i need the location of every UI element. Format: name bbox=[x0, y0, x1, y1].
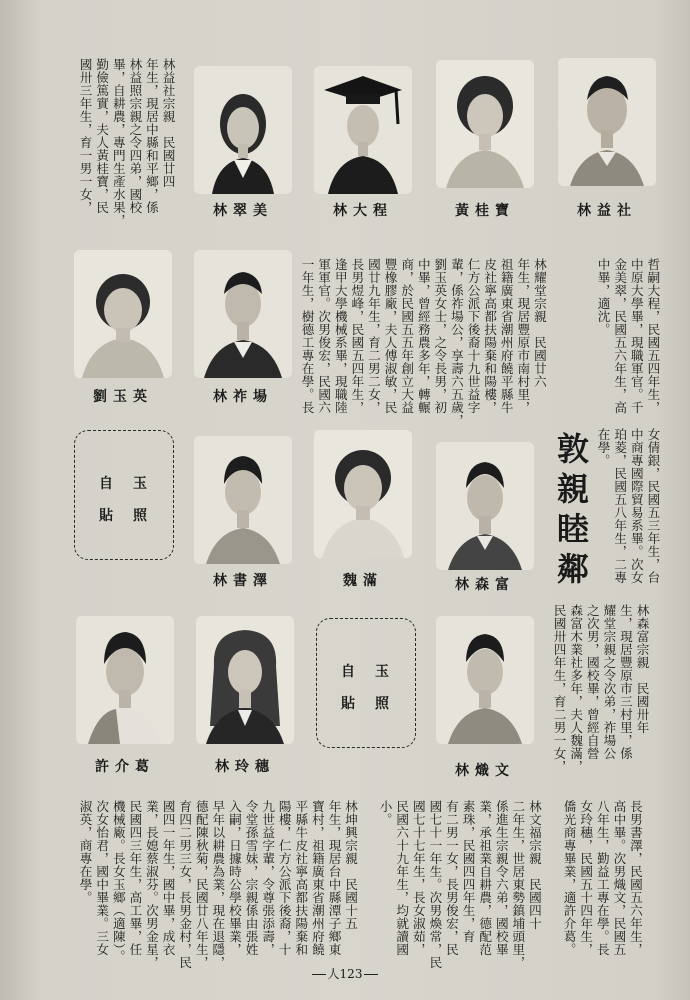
self-paste-box-1 bbox=[74, 430, 174, 560]
page-number: 人123 bbox=[0, 965, 690, 982]
caption-liu-yuying: 劉玉英 bbox=[93, 389, 153, 405]
self-paste-box-2 bbox=[316, 618, 416, 748]
caption-wei-man: 魏滿 bbox=[343, 573, 383, 589]
photo-lin-chiwen bbox=[436, 616, 534, 744]
photo-lin-shuze bbox=[194, 436, 292, 564]
caption-huang-guibao: 黃桂寶 bbox=[455, 203, 515, 219]
bio-lin-dacheng: 哲嗣大程，民國五四年生， 中原大學畢，現職軍官。千 金美翠，民國五六年生，高 中畢，適沈。 bbox=[595, 258, 661, 414]
bio-lin-yishe: 林益社宗親 民國廿四 年生，現居中縣和平鄉，係 林益照宗親之令四弟，國校 畢，自耕農，專門生產水果， 勤儉篤實，夫人黃桂寶，民 國卅三年生，育一男一女， bbox=[77, 58, 176, 227]
bio-lin-shuze: 長男書澤，民國五六年生， 高中畢。次男熾文，民國五 八年生，勤益工專在學。長 女玲穗，民國五十四年生， 僑光商專畢業，適許介葛。 bbox=[561, 800, 643, 956]
caption-lin-zuochang: 林祚場 bbox=[213, 389, 273, 405]
caption-lin-dacheng: 林大程 bbox=[333, 203, 393, 219]
bio-lin-wenfu: 林文福宗親 民國四十 二年生，世居東勢鎮埔頭里， 係進生宗親令六弟，國校畢 業，承祖業自耕農，德配范 素珠，民國四四年生，育 有二男一女，長男俊宏，民 國七十一年生。次男煥常，民 國七十七年生，長女淑茹， 民國六十九年生，均就讀國 小。 bbox=[377, 800, 542, 969]
caption-lin-lingsui: 林玲穗 bbox=[215, 759, 275, 775]
caption-lin-cuimei: 林翠美 bbox=[213, 203, 273, 219]
self-paste-char-8: 照 bbox=[375, 696, 389, 712]
photo-lin-zuochang bbox=[194, 250, 292, 378]
self-paste-char-6: 玉 bbox=[375, 664, 389, 680]
bio-lin-kunxing: 林坤興宗親 民國十五 年生，現居台中縣潭子鄉東 寶村，祖籍廣東省潮州府饒 平縣牛皮社寧高都扶陽棄和 陽樓，仁方公派下後裔，十 九世益字輩，令尊張添壽， 令堂孫雪妹，宗親係由張姓 入嗣，日據時公學校畢業， 早年以耕農為業，現在退隱， 德配陳秋菊，民國廿八年生， 育四二男三女，長男金村，民 國四一年生，國中畢，成衣 業，長媳蔡淑芬。次男金星， 民國四三年生，高工畢，任 機械廠。長女玉鄉（適陳）。 次女怡君，國中畢業。三女 淑英，商專在學。 bbox=[77, 800, 359, 969]
photo-huang-guibao bbox=[436, 60, 534, 188]
self-paste-char-3: 貼 bbox=[99, 508, 113, 524]
photo-wei-man bbox=[314, 430, 412, 558]
caption-lin-yishe: 林益社 bbox=[577, 203, 637, 219]
bio-lin-yaotang: 林耀堂宗親 民國廿六 年生，現居豐原市南村里， 祖籍廣東省潮州府饒平縣牛 皮社寧高都扶陽棄和陽樓， 仁方公派下後裔十九世益字 輩，係祚場公，享壽六五歲， 劉玉英女士，之令長男，初 中畢，曾經務農多年，轉輾 商，於民國五五年創立大益 豐橡膠廠，夫人傅淑敏，民 國廿九年生，育二男二女， 長男煜峰，民國五四年生， 逢甲大學機械系畢，現職陸 軍軍官。次男俊宏，民國六 一年生，樹德工專在學。長 bbox=[299, 258, 547, 427]
self-paste-char-7: 貼 bbox=[341, 696, 355, 712]
photo-lin-senfu bbox=[436, 442, 534, 570]
self-paste-char-1: 自 bbox=[99, 476, 113, 492]
photo-lin-yishe bbox=[558, 58, 656, 186]
photo-liu-yuying bbox=[74, 250, 172, 378]
caption-lin-chiwen: 林熾文 bbox=[455, 763, 515, 779]
photo-lin-lingsui bbox=[196, 616, 294, 744]
caption-lin-senfu: 林森富 bbox=[455, 577, 515, 593]
self-paste-char-2: 玉 bbox=[133, 476, 147, 492]
self-paste-char-5: 自 bbox=[341, 664, 355, 680]
bio-lin-qianyin: 女倩銀，民國五三年生，台 中商專國際貿易系畢。次女 珀菱，民國五八年生，二專 在學。 bbox=[595, 428, 661, 584]
self-paste-char-4: 照 bbox=[133, 508, 147, 524]
caption-xu-jiege: 許介葛 bbox=[95, 759, 155, 775]
photo-lin-dacheng bbox=[314, 66, 412, 194]
bio-lin-senfu: 林森富宗親 民國卅年 生，現居豐原市三村里，係 耀堂宗親之令次弟，祚場公 之次男，國校畢，曾經自營 森富木業社多年，夫人魏滿， 民國卅四年生，育二男一女， bbox=[551, 604, 650, 773]
page-title: 敦親睦鄰 bbox=[552, 432, 590, 592]
caption-lin-shuze: 林書澤 bbox=[213, 573, 273, 589]
photo-lin-cuimei bbox=[194, 66, 292, 194]
photo-xu-jiege bbox=[76, 616, 174, 744]
